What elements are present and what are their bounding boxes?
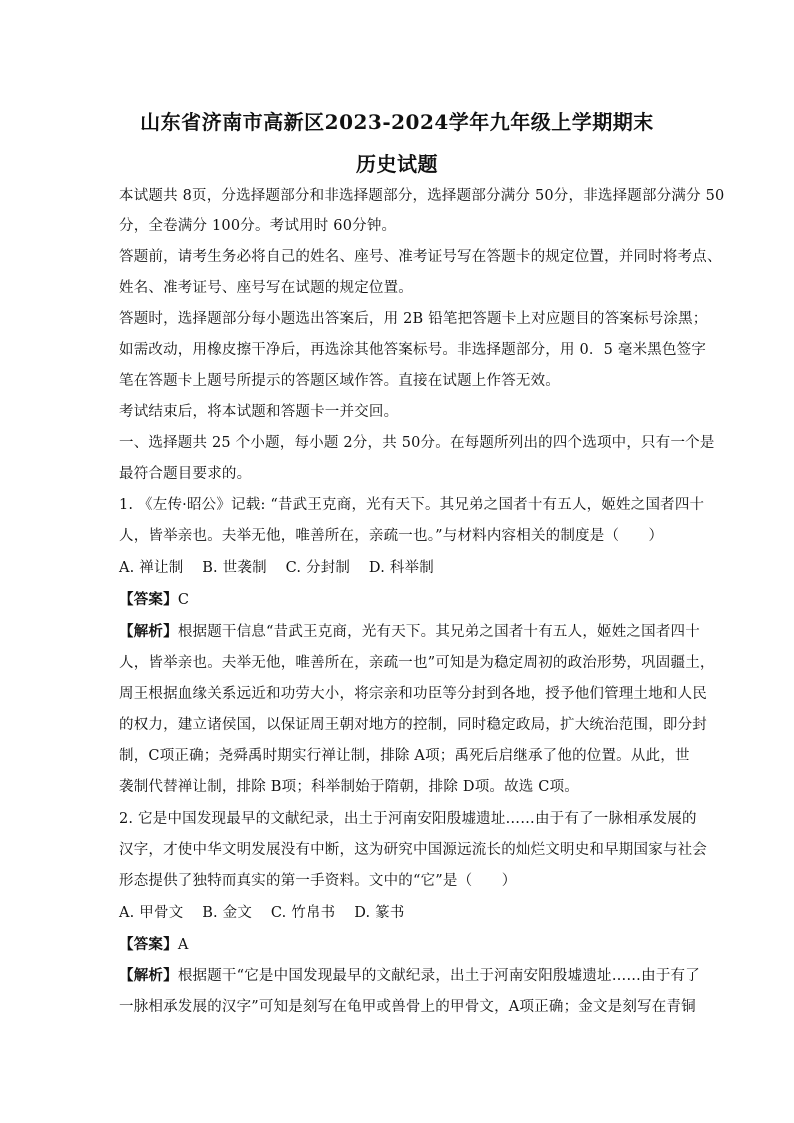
- question-2-options: [119, 903, 419, 923]
- answer-label: 【答案】: [119, 591, 178, 608]
- option-a: A. 禅让制: [119, 560, 184, 576]
- answer-value: C: [177, 592, 190, 608]
- option-d: D. 科举制: [368, 560, 434, 576]
- question-2-stem: 形态提供了独特而真实的第一手资料。文中的“它”是（ ）: [119, 873, 517, 889]
- analysis-line: 制，C项正确；尧舜禹时期实行禅让制，排除 A项；禹死后启继承了他的位置。从此，世: [119, 748, 690, 764]
- analysis-line: 的权力，建立诸侯国，以保证周王朝对地方的控制，同时稳定政局，扩大统治范围，即分封: [119, 717, 707, 733]
- instruction-line: 答题前，请考生务必将自己的姓名、座号、准考证号写在答题卡的规定位置，并同时将考点、: [119, 249, 722, 265]
- instruction-line: 考试结束后，将本试题和答题卡一并交回。: [119, 404, 399, 420]
- option-d: D. 篆书: [354, 905, 405, 921]
- analysis-line: 人，皆举亲也。夫举无他，唯善所在，亲疏一也”可知是为稳定周初的政治形势，巩固疆土，: [119, 655, 715, 671]
- option-b: B. 金文: [202, 905, 253, 921]
- analysis-label: 【解析】: [119, 623, 178, 640]
- document-subtitle: 历史试题: [356, 152, 438, 176]
- analysis-line: 袭制代替禅让制，排除 B项；科举制始于隋朝，排除 D项。故选 C项。: [119, 779, 580, 795]
- question-1-answer: [119, 590, 189, 610]
- option-b: B. 世袭制: [202, 560, 267, 576]
- question-2-stem: 2. 它是中国发现最早的文献纪录，出土于河南安阳殷墟遗址……由于有了一脉相承发展的: [119, 811, 697, 827]
- instruction-line: 如需改动，用橡皮擦干净后，再选涂其他答案标号。非选择题部分，用 0．5 毫米黑色签字: [119, 342, 707, 358]
- section-heading: 最符合题目要求的。: [119, 466, 252, 482]
- document-title: 山东省济南市高新区2023-2024学年九年级上学期期末: [140, 110, 654, 134]
- analysis-text: 根据题干“它是中国发现最早的文献纪录，出土于河南安阳殷墟遗址……由于有了: [177, 968, 700, 984]
- option-c: C. 竹帛书: [270, 905, 336, 921]
- option-c: C. 分封制: [285, 560, 351, 576]
- instruction-line: 姓名、准考证号、座号写在试题的规定位置。: [119, 280, 413, 296]
- instruction-line: 分，全卷满分 100分。考试用时 60分钟。: [119, 218, 397, 234]
- answer-label: 【答案】: [119, 936, 178, 953]
- question-2-answer: [119, 935, 188, 955]
- answer-value: A: [177, 937, 189, 953]
- analysis-label: 【解析】: [119, 967, 178, 984]
- option-a: A. 甲骨文: [119, 905, 184, 921]
- analysis-line: 一脉相承发展的汉字”可知是刻写在龟甲或兽骨上的甲骨文，A项正确；金文是刻写在青铜: [119, 999, 696, 1015]
- question-2-analysis: [119, 966, 700, 986]
- question-1-stem: 人，皆举亲也。夫举无他，唯善所在，亲疏一也。”与材料内容相关的制度是（ ）: [119, 528, 664, 544]
- question-1-analysis: [119, 622, 700, 642]
- question-1-options: [119, 558, 448, 578]
- instruction-line: 本试题共 8页，分选择题部分和非选择题部分，选择题部分满分 50分，非选择题部分满分 50: [119, 188, 725, 204]
- instruction-line: 答题时，选择题部分每小题选出答案后，用 2B 铅笔把答题卡上对应题目的答案标号涂黑；: [119, 311, 708, 327]
- instruction-line: 笔在答题卡上题号所提示的答题区域作答。直接在试题上作答无效。: [119, 373, 560, 389]
- analysis-line: 周王根据血缘关系远近和功劳大小，将宗亲和功臣等分封到各地，授予他们管理土地和人民: [119, 686, 707, 702]
- section-heading: 一、选择题共 25 个小题，每小题 2分，共 50分。在每题所列出的四个选项中，只有一个是: [119, 435, 715, 451]
- question-1-stem: 1. 《左传·昭公》记载: “昔武王克商，光有天下。其兄弟之国者十有五人，姬姓之国者四十: [119, 497, 705, 513]
- question-2-stem: 汉字，才使中华文明发展没有中断，这为研究中国源远流长的灿烂文明史和早期国家与社会: [119, 842, 707, 858]
- analysis-text: 根据题干信息“昔武王克商，光有天下。其兄弟之国者十有五人，姬姓之国者四十: [177, 624, 700, 640]
